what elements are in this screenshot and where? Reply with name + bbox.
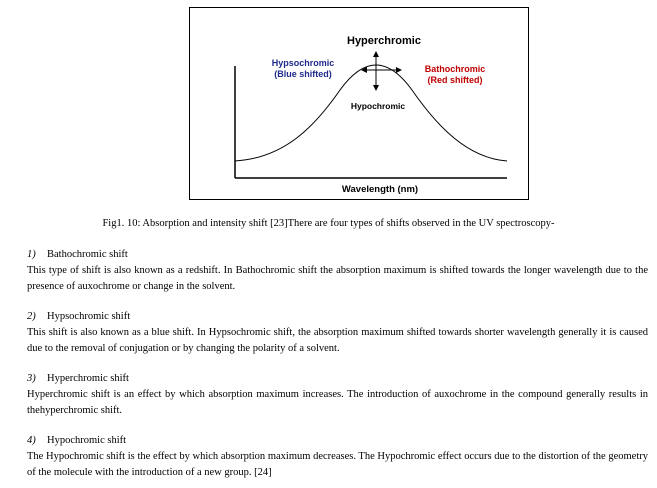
section-hypochromic	[27, 433, 648, 481]
blue-shifted-label: (Blue shifted)	[274, 69, 332, 79]
section-title: Hyperchromic shift	[47, 373, 129, 384]
section-number: 3)	[27, 373, 36, 384]
section-bathochromic	[27, 247, 648, 295]
hypsochromic-label: Hypsochromic	[271, 58, 335, 68]
x-axis-label: Wavelength (nm)	[341, 184, 419, 195]
section-hypsochromic	[27, 309, 648, 357]
section-title: Hypsochromic shift	[47, 311, 131, 322]
section-title: Bathochromic shift	[47, 249, 128, 260]
absorption-shift-diagram	[190, 8, 530, 201]
hypochromic-label: Hypochromic	[350, 101, 406, 111]
section-heading	[27, 309, 648, 325]
section-number: 1)	[27, 249, 36, 260]
section-paragraph: This type of shift is also known as a redshift. In Bathochromic shift the absorption maximum is shifted towards the longer wavelength due to the presence of auxochrome or change in the solvent.	[27, 265, 648, 292]
section-hyperchromic	[27, 371, 648, 419]
section-number: 4)	[27, 435, 36, 446]
section-heading	[27, 247, 648, 263]
section-heading	[27, 433, 648, 449]
section-paragraph: Hyperchromic shift is an effect by which absorption maximum increases. The introduction of auxochrome in the compound generally results in thehyperchromic shift.	[27, 389, 648, 416]
hyperchromic-label: Hyperchromic	[347, 35, 421, 47]
section-title: Hypochromic shift	[47, 435, 127, 446]
figure	[189, 7, 529, 200]
bathochromic-label: Bathochromic	[424, 64, 486, 74]
figure-caption: Fig1. 10: Absorption and intensity shift [23]There are four types of shifts observed in the UV spectroscopy-	[102, 218, 555, 229]
section-paragraph: This shift is also known as a blue shift. In Hypsochromic shift, the absorption maximum shifted towards shorter wavelength generally it is caused due to the removal of conjugation or by changing the polarity of a solvent.	[27, 327, 648, 354]
red-shifted-label: (Red shifted)	[427, 75, 483, 85]
section-paragraph: The Hypochromic shift is the effect by which absorption maximum decreases. The Hypochromic effect occurs due to the distortion of the geometry of the molecule with the introduction of a new group. [24]	[27, 451, 648, 478]
section-heading	[27, 371, 648, 387]
section-number: 2)	[27, 311, 36, 322]
